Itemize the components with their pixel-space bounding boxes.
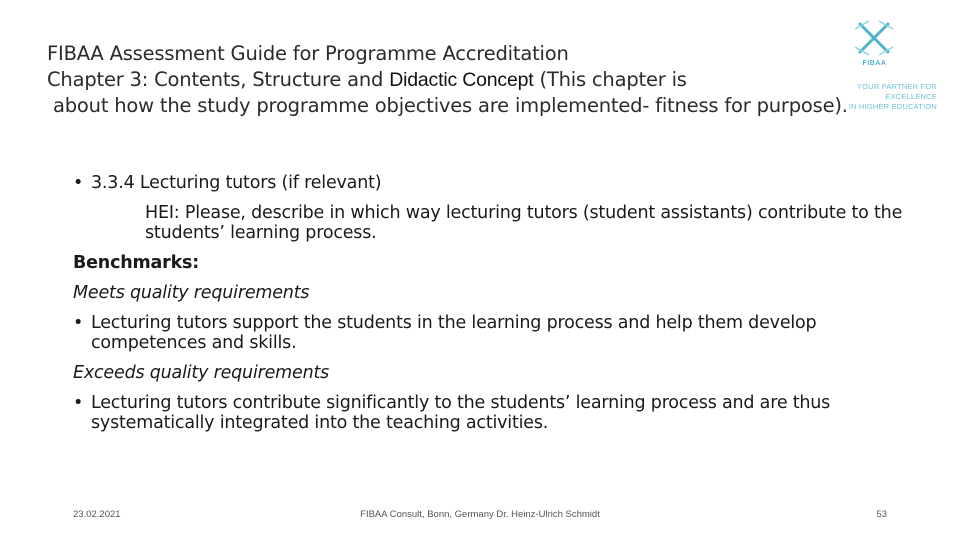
meets-quality-item: [73, 313, 913, 353]
logo-brand-text: FIBAA: [862, 60, 887, 67]
section-heading: 3.3.4 Lecturing tutors (if relevant): [91, 173, 382, 193]
footer-date: 23.02.2021: [73, 509, 121, 520]
title-line-2: [47, 67, 907, 93]
exceeds-quality-item: [73, 393, 913, 433]
benchmarks-label: Benchmarks:: [73, 253, 200, 273]
page-number: 53: [876, 509, 887, 520]
title-line-2-suffix: (This chapter is: [533, 68, 687, 91]
title-didactic-concept: Didactic Concept: [389, 69, 534, 91]
logo-tagline: [815, 82, 937, 112]
meets-quality-text: Lecturing tutors support the students in the learning process and help them develop competences and skills.: [91, 313, 817, 353]
meets-quality-label: Meets quality requirements: [73, 283, 310, 303]
bullet-marker: •: [73, 393, 84, 413]
fibaa-mark-icon: [852, 18, 896, 58]
bullet-marker: •: [73, 173, 84, 193]
logo-tagline-line-1: YOUR PARTNER FOR EXCELLENCE: [856, 82, 937, 101]
section-heading-item: [73, 173, 913, 193]
title-line-1: FIBAA Assessment Guide for Programme Accreditation: [47, 42, 569, 65]
fibaa-logo: [812, 18, 937, 111]
bullet-marker: •: [73, 313, 84, 333]
slide-body: [73, 173, 913, 433]
title-line-3: about how the study programme objectives are implemented- fitness for purpose).: [53, 94, 848, 117]
exceeds-quality-text: Lecturing tutors contribute significantly to the students’ learning process and are thus systematically integrated into the teaching activities.: [91, 393, 831, 433]
exceeds-quality-label: Exceeds quality requirements: [73, 363, 330, 383]
hei-prompt: HEI: Please, describe in which way lecturing tutors (student assistants) contribute to the students’ learning process.: [145, 203, 903, 243]
title-line-2-prefix: Chapter 3: Contents, Structure and: [47, 68, 390, 91]
logo-tagline-line-2: IN HIGHER EDUCATION: [848, 102, 937, 111]
slide-title: [47, 41, 907, 119]
footer-center: FIBAA Consult, Bonn, Germany Dr. Heinz-Ulrich Schmidt: [360, 509, 600, 520]
